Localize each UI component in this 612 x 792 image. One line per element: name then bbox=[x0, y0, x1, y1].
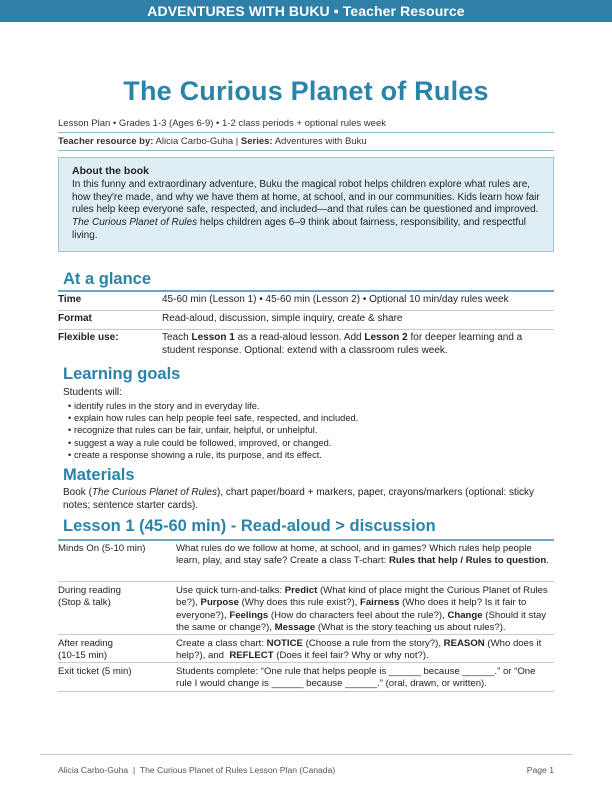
glance-value: Read-aloud, discussion, simple inquiry, create & share bbox=[162, 313, 403, 324]
section-divider bbox=[58, 290, 554, 292]
footer-divider bbox=[40, 754, 572, 755]
flex-text: Teach bbox=[162, 332, 192, 343]
flex-lesson2: Lesson 2 bbox=[364, 332, 408, 343]
lesson1-heading: Lesson 1 (45-60 min) - Read-aloud > discussion bbox=[63, 517, 436, 535]
label-line: After reading bbox=[58, 638, 113, 649]
glance-heading: At a glance bbox=[63, 270, 152, 288]
row-divider bbox=[58, 329, 554, 330]
bullet: • bbox=[68, 425, 72, 436]
page-title: The Curious Planet of Rules bbox=[123, 76, 489, 106]
row-label: Minds On (5-10 min) bbox=[58, 543, 146, 554]
text-part: (Who does it help? Is it fair to everyone?), bbox=[176, 597, 527, 621]
list-item bbox=[68, 424, 548, 436]
list-item bbox=[68, 412, 548, 424]
row-divider bbox=[58, 691, 554, 692]
list-item bbox=[68, 437, 548, 449]
bullet: • bbox=[68, 413, 72, 424]
materials-part: Book ( bbox=[63, 487, 92, 498]
row-label: Exit ticket (5 min) bbox=[58, 666, 132, 677]
about-heading: About the book bbox=[72, 165, 149, 177]
row-text bbox=[176, 585, 554, 634]
glance-label: Flexible use: bbox=[58, 332, 119, 343]
text-bold: Feelings bbox=[229, 609, 269, 621]
text-part: What rules do we follow at home, at school, and in games? Which rules help people learn, play, and stay safe? Create a class T-chart: bbox=[176, 543, 532, 567]
goal-text: recognize that rules can be fair, unfair, helpful, or unhelpful. bbox=[74, 425, 318, 436]
materials-part: ), chart paper/board + markers, paper, crayons/markers (optional: sticky notes; sentence starter cards). bbox=[63, 487, 535, 511]
label-line: (10-15 min) bbox=[58, 650, 108, 662]
label-line: (Stop & talk) bbox=[58, 597, 111, 609]
text-part: (Why does this rule exist?), bbox=[238, 597, 360, 609]
divider bbox=[58, 150, 554, 151]
text-part: (Choose a rule from the story?), bbox=[302, 638, 444, 649]
text-bold: Purpose bbox=[200, 597, 239, 609]
row-divider bbox=[58, 634, 554, 635]
flex-lesson1: Lesson 1 bbox=[191, 332, 235, 343]
list-item bbox=[68, 400, 548, 412]
learning-goals-list bbox=[68, 400, 548, 461]
text-bold: Fairness bbox=[359, 597, 400, 609]
text-part: (Does it feel fair? Why or why not?). bbox=[273, 650, 429, 662]
text-part: (How do characters feel about the rule?), bbox=[268, 609, 448, 621]
about-text-part: helps children ages 6–9 think about fairness, responsibility, and respectful living. bbox=[72, 217, 526, 241]
book-title: The Curious Planet of Rules bbox=[72, 217, 198, 229]
text-bold: NOTICE bbox=[266, 638, 303, 649]
author-line bbox=[58, 136, 367, 147]
text-part: (Who does it help?), and bbox=[176, 638, 544, 662]
header-banner: ADVENTURES WITH BUKU • Teacher Resource bbox=[0, 0, 612, 22]
author-separator: | bbox=[233, 136, 241, 147]
goal-text: suggest a way a rule could be followed, improved, or changed. bbox=[74, 437, 332, 448]
row-text bbox=[176, 543, 554, 568]
label-line: During reading bbox=[58, 585, 121, 596]
page-number: Page 1 bbox=[526, 765, 554, 775]
text-bold: Predict bbox=[284, 585, 318, 596]
flex-text: as a read-aloud lesson. Add bbox=[234, 332, 365, 343]
author-label: Teacher resource by: bbox=[58, 136, 154, 147]
glance-value: 45-60 min (Lesson 1) • 45-60 min (Lesson 2) • Optional 10 min/day rules week bbox=[162, 294, 509, 305]
row-divider bbox=[58, 581, 554, 582]
goal-text: create a response showing a rule, its purpose, and its effect. bbox=[74, 449, 322, 460]
row-text: Students complete: “One rule that helps people is ______ because ______.” or “One rule I would change is ______ because ______.” (oral, drawn, or written). bbox=[176, 666, 536, 690]
text-part: . bbox=[546, 555, 549, 567]
text-part: (Should it stay the same or change?), bbox=[176, 609, 547, 633]
section-divider bbox=[58, 539, 554, 541]
bullet: • bbox=[68, 437, 72, 448]
bullet: • bbox=[68, 449, 72, 460]
text-part: (What kind of place might the Curious Planet of Rules be?), bbox=[176, 585, 548, 609]
text-part: (What is the story teaching us about rules?). bbox=[315, 621, 506, 633]
about-text-part: In this funny and extraordinary adventure, Buku the magical robot helps children explore what rules are, how they're made, and why we have them at home, at school, and in our communities. Kids learn how fair rules help keep everyone safe, respected, and included—and that rules can be questioned and improved. bbox=[72, 178, 540, 216]
text-bold: REFLECT bbox=[229, 650, 274, 662]
author-name: Alicia Carbo-Guha bbox=[155, 136, 234, 147]
text-bold: Message bbox=[274, 621, 316, 633]
flex-text: for deeper learning and a student response. Optional: extend with a classroom rules week. bbox=[162, 332, 523, 356]
learning-intro: Students will: bbox=[63, 387, 122, 398]
glance-label: Format bbox=[58, 313, 92, 324]
learning-heading: Learning goals bbox=[63, 365, 181, 383]
materials-text bbox=[63, 487, 553, 513]
text-bold: REASON bbox=[443, 638, 485, 649]
row-text bbox=[176, 638, 554, 663]
goal-text: identify rules in the story and in everyday life. bbox=[74, 401, 260, 411]
about-text bbox=[72, 179, 543, 243]
series-name: Adventures with Buku bbox=[274, 136, 367, 147]
bullet: • bbox=[68, 401, 72, 411]
lesson-meta: Lesson Plan • Grades 1-3 (Ages 6-9) • 1-2 class periods + optional rules week bbox=[58, 118, 386, 129]
about-book-box bbox=[58, 157, 554, 252]
row-divider bbox=[58, 662, 554, 663]
divider bbox=[58, 132, 554, 133]
book-title: The Curious Planet of Rules bbox=[91, 487, 217, 498]
text-bold: Change bbox=[447, 609, 483, 621]
footer-credit: Alicia Carbo-Guha | The Curious Planet of Rules Lesson Plan (Canada) bbox=[58, 765, 336, 775]
goal-text: explain how rules can help people feel safe, respected, and included. bbox=[74, 413, 359, 424]
materials-heading: Materials bbox=[63, 466, 135, 484]
row-label bbox=[58, 638, 168, 663]
row-label bbox=[58, 585, 168, 610]
text-bold: Rules that help / Rules to question bbox=[388, 555, 547, 567]
text-part: Create a class chart: bbox=[176, 638, 267, 649]
glance-label: Time bbox=[58, 294, 82, 305]
list-item bbox=[68, 449, 548, 461]
glance-value bbox=[162, 332, 554, 358]
series-label: Series: bbox=[240, 136, 273, 147]
text-part: Use quick turn-and-talks: bbox=[176, 585, 285, 596]
row-divider bbox=[58, 310, 554, 311]
